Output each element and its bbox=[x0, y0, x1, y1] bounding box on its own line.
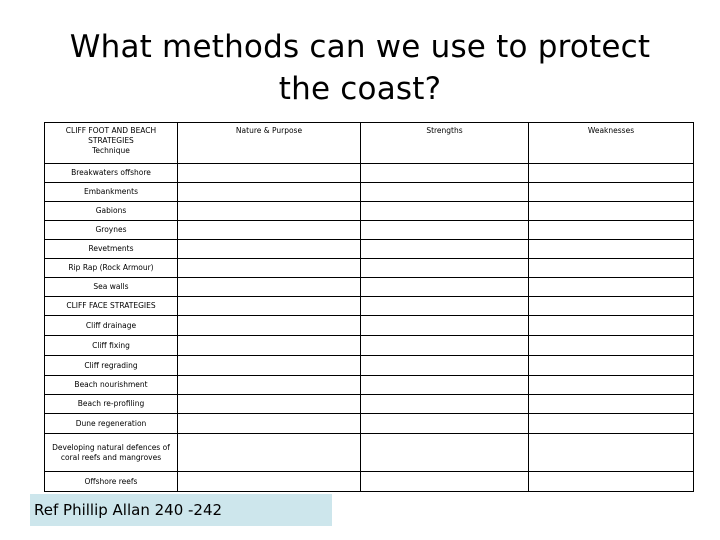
reference-note: Ref Phillip Allan 240 -242 bbox=[30, 494, 332, 526]
cell-strengths[interactable] bbox=[361, 259, 529, 278]
cell-weaknesses[interactable] bbox=[529, 434, 694, 472]
table-row bbox=[45, 259, 694, 278]
row-label: Developing natural defences of coral reefs and mangroves bbox=[45, 434, 178, 472]
title-line-2: the coast? bbox=[278, 71, 442, 107]
cell-nature[interactable] bbox=[178, 376, 361, 395]
row-label: CLIFF FACE STRATEGIES bbox=[45, 297, 178, 316]
cell-weaknesses[interactable] bbox=[529, 240, 694, 259]
methods-table bbox=[44, 122, 694, 492]
row-label: Breakwaters offshore bbox=[45, 164, 178, 183]
table-header-row bbox=[45, 123, 694, 164]
cell-weaknesses[interactable] bbox=[529, 356, 694, 376]
cell-nature[interactable] bbox=[178, 336, 361, 356]
row-label: Rip Rap (Rock Armour) bbox=[45, 259, 178, 278]
row-label: Cliff drainage bbox=[45, 316, 178, 336]
table-row bbox=[45, 376, 694, 395]
table-row bbox=[45, 434, 694, 472]
table-row bbox=[45, 395, 694, 414]
row-label: Cliff fixing bbox=[45, 336, 178, 356]
row-label: Gabions bbox=[45, 202, 178, 221]
cell-strengths[interactable] bbox=[361, 376, 529, 395]
cell-strengths[interactable] bbox=[361, 240, 529, 259]
header-weaknesses: Weaknesses bbox=[529, 123, 694, 164]
table-row bbox=[45, 278, 694, 297]
table-row bbox=[45, 356, 694, 376]
cell-strengths[interactable] bbox=[361, 316, 529, 336]
header-technique bbox=[45, 123, 178, 164]
cell-weaknesses[interactable] bbox=[529, 376, 694, 395]
cell-nature[interactable] bbox=[178, 164, 361, 183]
row-label: Beach re-profiling bbox=[45, 395, 178, 414]
table-row bbox=[45, 221, 694, 240]
cell-nature[interactable] bbox=[178, 297, 361, 316]
table-row bbox=[45, 472, 694, 492]
cell-strengths[interactable] bbox=[361, 202, 529, 221]
cell-nature[interactable] bbox=[178, 414, 361, 434]
cell-nature[interactable] bbox=[178, 434, 361, 472]
cell-nature[interactable] bbox=[178, 221, 361, 240]
cell-weaknesses[interactable] bbox=[529, 164, 694, 183]
table-row bbox=[45, 414, 694, 434]
cell-weaknesses[interactable] bbox=[529, 472, 694, 492]
table-row bbox=[45, 202, 694, 221]
row-label: Sea walls bbox=[45, 278, 178, 297]
cell-strengths[interactable] bbox=[361, 395, 529, 414]
cell-weaknesses[interactable] bbox=[529, 259, 694, 278]
table-row bbox=[45, 183, 694, 202]
cell-strengths[interactable] bbox=[361, 356, 529, 376]
header-technique-subtitle: Technique bbox=[92, 146, 130, 155]
cell-weaknesses[interactable] bbox=[529, 316, 694, 336]
cell-nature[interactable] bbox=[178, 316, 361, 336]
cell-weaknesses[interactable] bbox=[529, 278, 694, 297]
row-label: Revetments bbox=[45, 240, 178, 259]
cell-strengths[interactable] bbox=[361, 336, 529, 356]
cell-strengths[interactable] bbox=[361, 297, 529, 316]
row-label: Cliff regrading bbox=[45, 356, 178, 376]
table-row bbox=[45, 164, 694, 183]
cell-nature[interactable] bbox=[178, 472, 361, 492]
cell-strengths[interactable] bbox=[361, 278, 529, 297]
header-strengths: Strengths bbox=[361, 123, 529, 164]
row-label: Offshore reefs bbox=[45, 472, 178, 492]
cell-nature[interactable] bbox=[178, 259, 361, 278]
page-title bbox=[0, 26, 720, 110]
cell-nature[interactable] bbox=[178, 183, 361, 202]
cell-weaknesses[interactable] bbox=[529, 395, 694, 414]
cell-weaknesses[interactable] bbox=[529, 221, 694, 240]
cell-weaknesses[interactable] bbox=[529, 297, 694, 316]
header-technique-title: CLIFF FOOT AND BEACH STRATEGIES bbox=[65, 126, 157, 145]
table-row bbox=[45, 336, 694, 356]
cell-strengths[interactable] bbox=[361, 414, 529, 434]
cell-strengths[interactable] bbox=[361, 183, 529, 202]
cell-nature[interactable] bbox=[178, 356, 361, 376]
table-row bbox=[45, 316, 694, 336]
cell-nature[interactable] bbox=[178, 395, 361, 414]
cell-nature[interactable] bbox=[178, 278, 361, 297]
cell-weaknesses[interactable] bbox=[529, 414, 694, 434]
cell-nature[interactable] bbox=[178, 240, 361, 259]
table-row bbox=[45, 240, 694, 259]
cell-strengths[interactable] bbox=[361, 221, 529, 240]
header-nature-purpose: Nature & Purpose bbox=[178, 123, 361, 164]
cell-strengths[interactable] bbox=[361, 164, 529, 183]
cell-strengths[interactable] bbox=[361, 434, 529, 472]
row-label: Dune regeneration bbox=[45, 414, 178, 434]
cell-weaknesses[interactable] bbox=[529, 336, 694, 356]
cell-weaknesses[interactable] bbox=[529, 202, 694, 221]
row-label: Embankments bbox=[45, 183, 178, 202]
row-label: Groynes bbox=[45, 221, 178, 240]
cell-nature[interactable] bbox=[178, 202, 361, 221]
table-row-section-heading bbox=[45, 297, 694, 316]
title-line-1: What methods can we use to protect bbox=[69, 29, 651, 65]
row-label: Beach nourishment bbox=[45, 376, 178, 395]
cell-weaknesses[interactable] bbox=[529, 183, 694, 202]
cell-strengths[interactable] bbox=[361, 472, 529, 492]
